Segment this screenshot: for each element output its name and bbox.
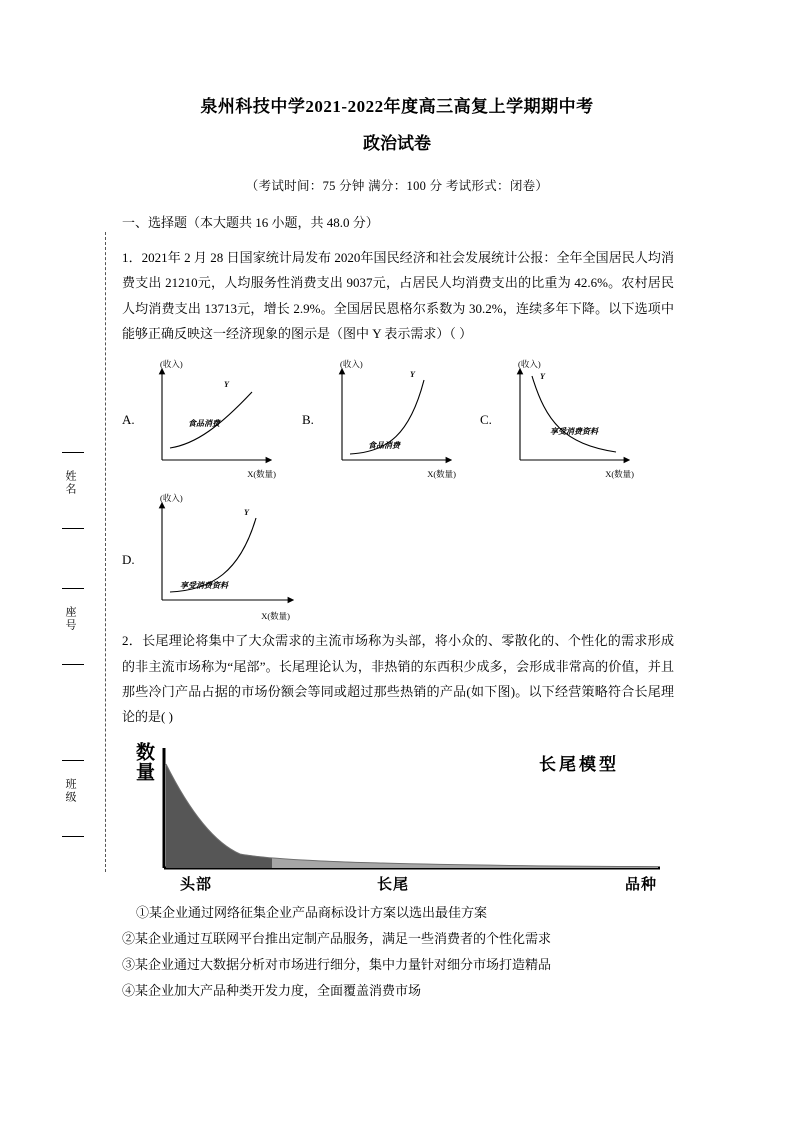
seat-line-bottom [62, 664, 84, 665]
question-1-text: 1．2021年 2 月 28 日国家统计局发布 2020年国民经济和社会发展统计公报：全年全国居民人均消费支出 21210元，人均服务性消费支出 9037元，占居民人均消费支出的比重为 42.6%。农村居民人均消费支出 13713元，增长 2.9%。全国居民恩格尔系数为 30.2%，连续多年下降。以下选项中能够正确反映这一经济现象的图示是（图中 Y 表示需求）（ ） [122, 250, 674, 342]
long-tail-tick-head: 头部 [180, 876, 213, 893]
option-b-x-caption: X(数量) [427, 469, 456, 480]
fold-dashed-line [105, 232, 106, 872]
name-line-bottom [62, 528, 84, 529]
long-tail-tick-tail: 长尾 [377, 876, 410, 893]
option-a-curve-marker: Y [224, 380, 229, 390]
subject-title: 政治试卷 [363, 134, 431, 153]
list-item: ④某企业加大产品种类开发力度，全面覆盖消费市场 [122, 982, 422, 998]
option-a-y-caption: (收入) [160, 359, 183, 370]
list-item: ①某企业通过网络征集企业产品商标设计方案以选出最佳方案 [136, 904, 488, 920]
option-c-label: C. [480, 412, 492, 428]
option-b-curve-label: 食品消费 [368, 441, 400, 451]
option-d-svg [148, 494, 298, 620]
list-item: ③某企业通过大数据分析对市场进行细分，集中力量针对细分市场打造精品 [122, 956, 552, 972]
margin-label-seat: 座号 [64, 606, 76, 632]
option-d-curve-label: 享受消费资料 [180, 581, 228, 591]
option-d-chart [148, 494, 298, 620]
option-d-x-caption: X(数量) [261, 611, 290, 622]
question-2-items [122, 900, 674, 1004]
option-a-curve-label: 食品消费 [188, 419, 220, 429]
page-title: 泉州科技中学2021-2022年度高三高复上学期期中考 [200, 97, 594, 116]
list-item: ②某企业通过互联网平台推出定制产品服务，满足一些消费者的个性化需求 [122, 930, 552, 946]
option-a-x-caption: X(数量) [247, 469, 276, 480]
option-b-svg [328, 360, 456, 478]
name-line-top [62, 452, 84, 453]
margin-label-name: 姓名 [64, 470, 76, 496]
option-c-chart [506, 360, 634, 478]
option-a-label: A. [122, 412, 135, 428]
option-b-y-caption: (收入) [340, 359, 363, 370]
option-b-chart [328, 360, 456, 478]
question-2-text: 2．长尾理论将集中了大众需求的主流市场称为头部，将小众的、零散化的、个性化的需求形成的非主流市场称为“尾部”。长尾理论认为，非热销的东西积少成多，会形成非常高的价值，并且那些冷门产品占据的市场份额会等同或超过那些热销的产品(如下图)。以下经营策略符合长尾理论的是( ) [122, 633, 674, 725]
option-b-curve-marker: Y [410, 370, 415, 380]
option-c-y-caption: (收入) [518, 359, 541, 370]
option-a-chart [148, 360, 276, 478]
section-heading: 一、选择题（本大题共 16 小题，共 48.0 分） [122, 215, 379, 230]
question-1-figures-row2 [122, 494, 674, 624]
option-c-x-caption: X(数量) [605, 469, 634, 480]
option-d-label: D. [122, 552, 135, 568]
long-tail-chart [122, 740, 667, 893]
option-c-svg [506, 360, 634, 478]
seat-line-top [62, 588, 84, 589]
margin-label-class: 班级 [64, 778, 76, 804]
class-line-top [62, 760, 84, 761]
long-tail-tick-variety: 品种 [624, 876, 657, 893]
option-c-curve-marker: Y [540, 372, 545, 382]
option-d-curve-marker: Y [244, 508, 249, 518]
exam-info: （考试时间：75 分钟 满分：100 分 考试形式：闭卷） [245, 179, 549, 193]
question-1-figures-row1 [122, 360, 674, 490]
long-tail-title: 长尾模型 [539, 754, 619, 774]
class-line-bottom [62, 836, 84, 837]
option-d-y-caption: (收入) [160, 493, 183, 504]
content-column [122, 0, 674, 1004]
option-b-label: B. [302, 412, 314, 428]
option-c-curve-label: 享受消费资料 [550, 427, 598, 437]
long-tail-y-label: 数量 [133, 741, 154, 782]
